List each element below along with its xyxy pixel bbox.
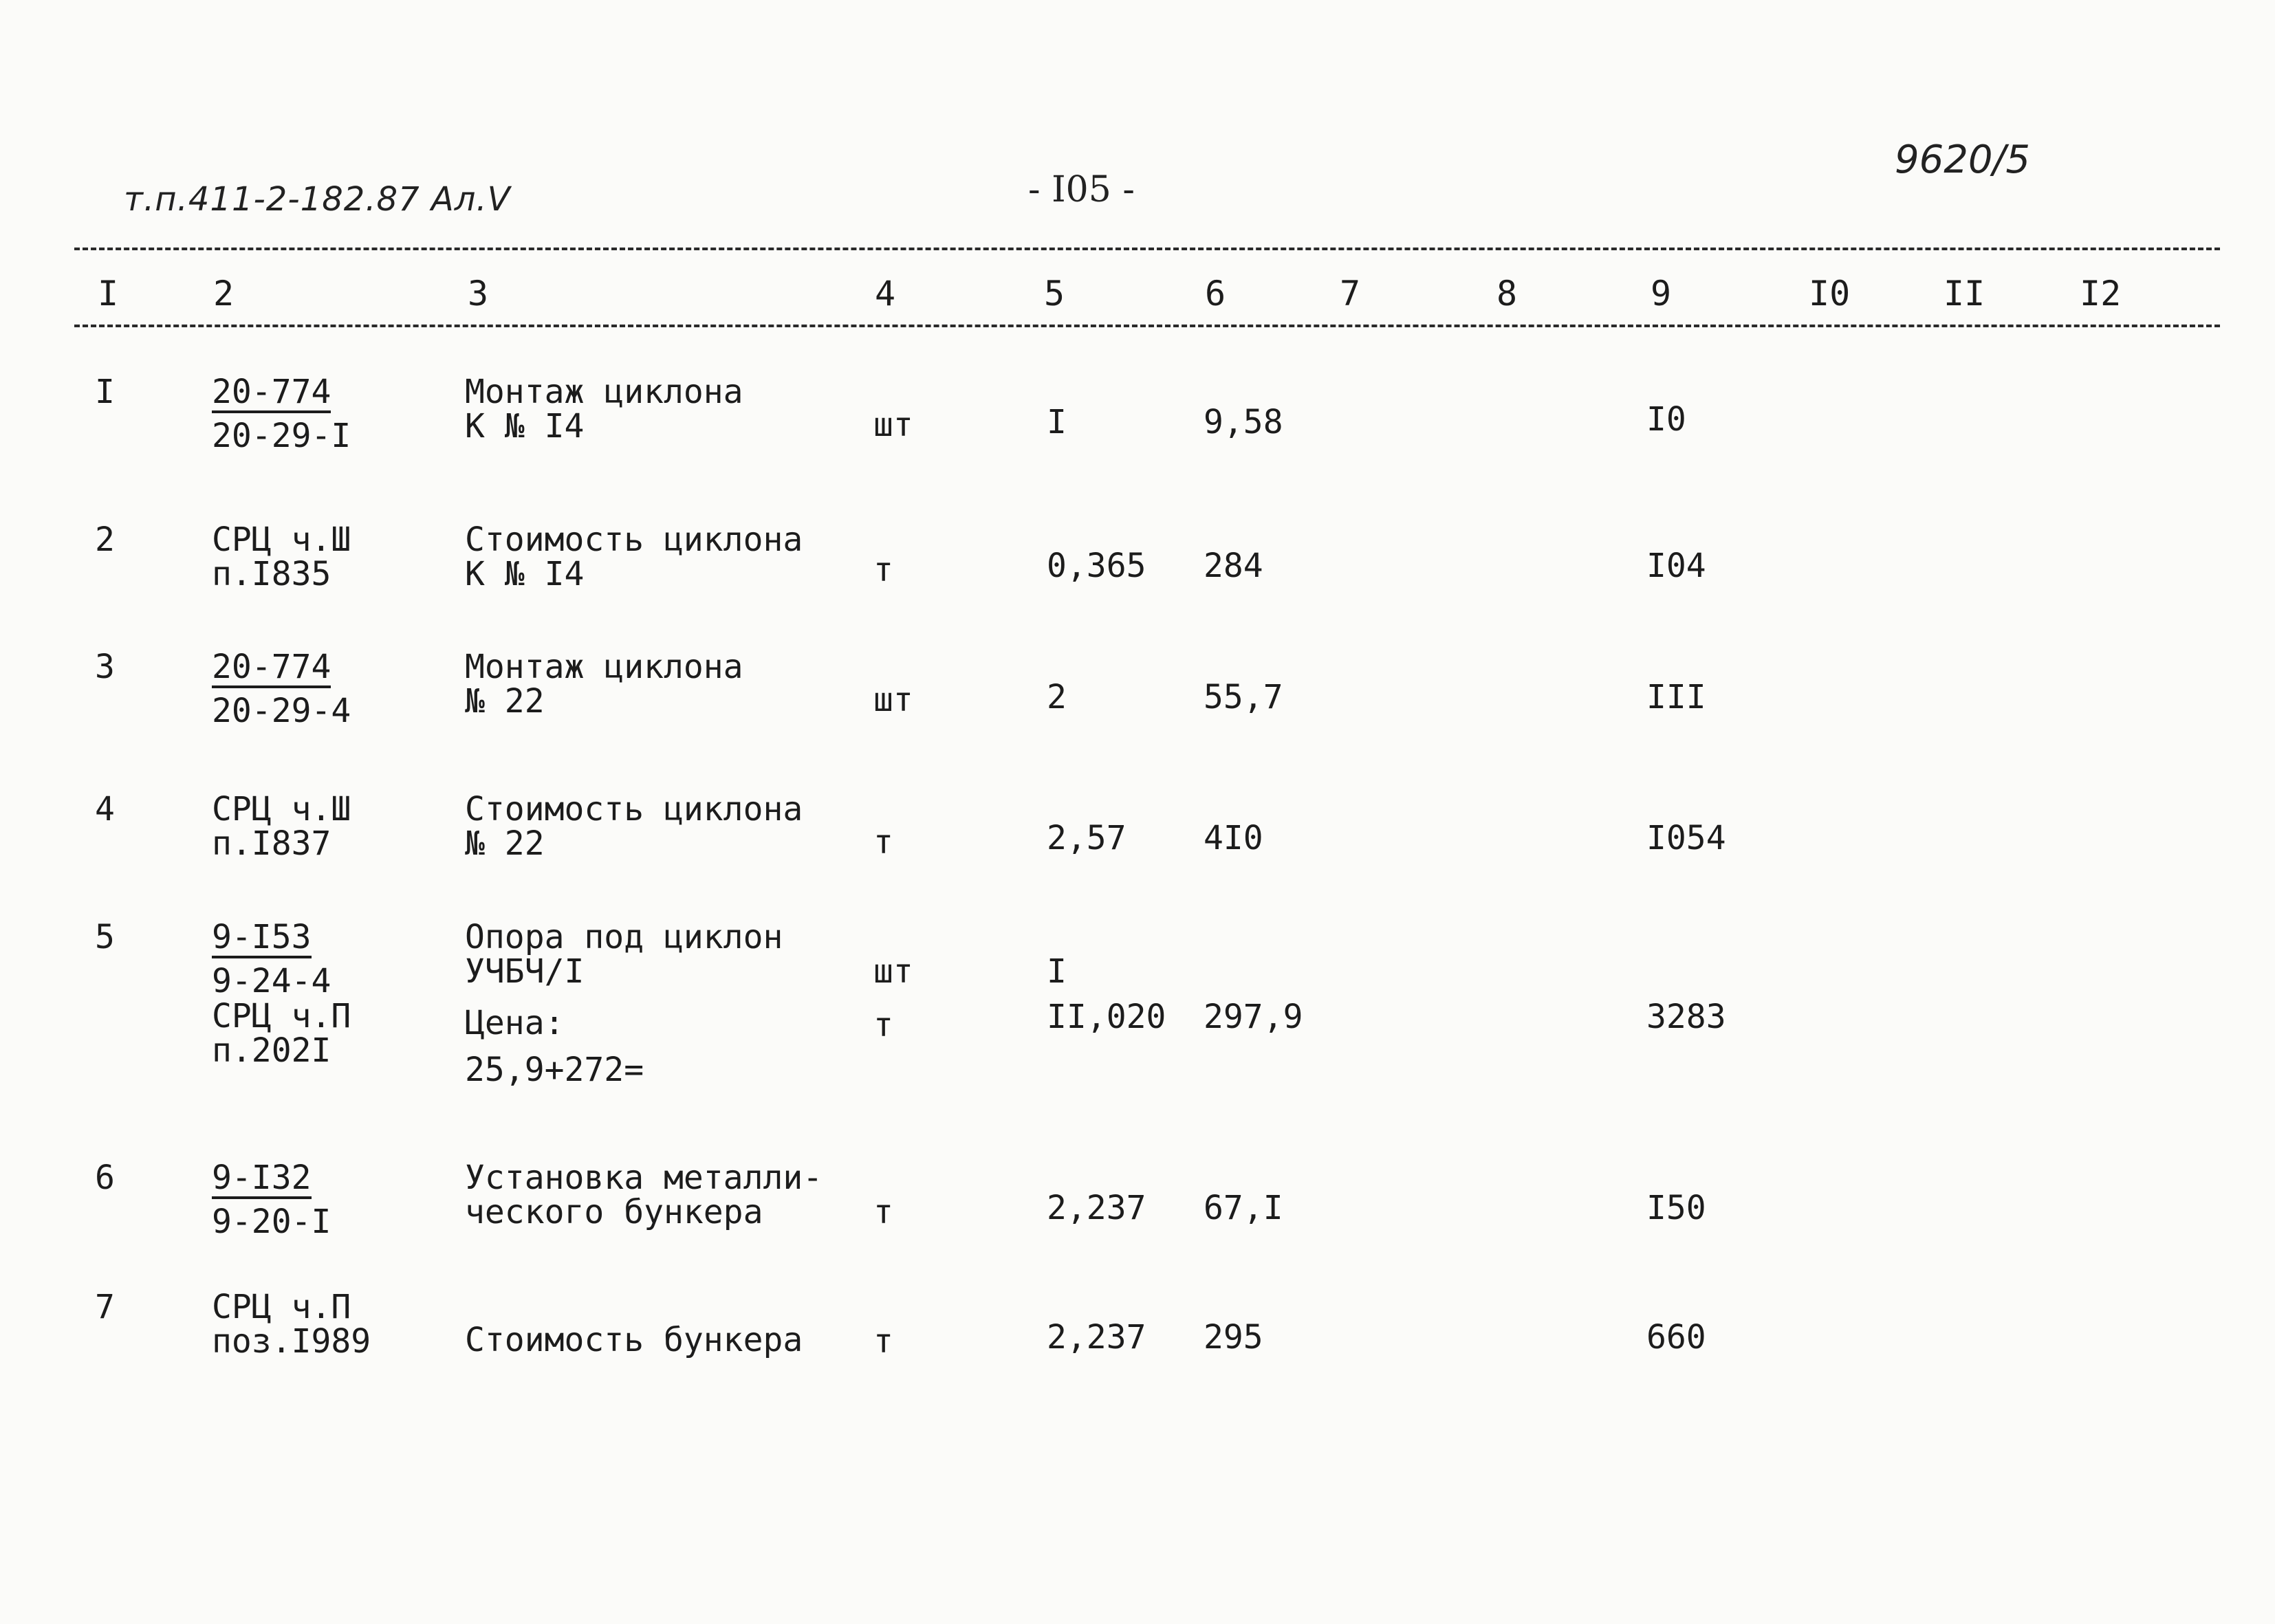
description-line: Цена:: [465, 1003, 565, 1042]
row-number: 4: [95, 790, 115, 829]
work-description: [465, 375, 743, 444]
unit: шт: [873, 681, 913, 719]
quantity: II,020: [1047, 998, 1166, 1036]
quantity: 0,365: [1047, 547, 1146, 585]
unit: шт: [873, 406, 913, 444]
total-cost: 660: [1646, 1318, 1706, 1357]
total-cost: I04: [1646, 547, 1706, 585]
norm-reference: [212, 650, 351, 729]
work-description: [465, 920, 783, 1088]
unit: шт: [873, 952, 913, 991]
reference-line: п.202I: [212, 1031, 331, 1071]
row-number: 2: [95, 520, 115, 559]
row-number: I: [95, 373, 115, 411]
unit-price: 55,7: [1204, 678, 1283, 716]
reference-line: 20-774: [212, 650, 331, 688]
column-header: 2: [213, 274, 235, 314]
description-line: УЧБЧ/I: [465, 952, 585, 991]
description-line: 25,9+272=: [465, 1051, 644, 1090]
norm-reference: [212, 918, 351, 1071]
work-description: [465, 1161, 823, 1230]
column-header: 7: [1340, 274, 1361, 314]
row-number: 5: [95, 918, 115, 956]
unit-price: 297,9: [1204, 998, 1303, 1036]
unit-price: 9,58: [1204, 403, 1283, 441]
total-cost: I0: [1646, 400, 1686, 439]
description-line: К № I4: [465, 555, 585, 594]
row-number: 6: [95, 1159, 115, 1197]
description-line: ческого бункера: [465, 1193, 763, 1232]
page-number: - I05 -: [1028, 169, 1135, 210]
total-cost: I054: [1646, 819, 1726, 857]
reference-line: поз.I989: [212, 1322, 371, 1361]
work-description: [465, 1323, 803, 1357]
reference-line: 20-29-4: [212, 692, 351, 731]
column-header: 6: [1205, 274, 1226, 314]
row-number: 7: [95, 1288, 115, 1326]
reference-line: СРЦ ч.Ш: [212, 520, 351, 559]
unit: т: [873, 551, 893, 589]
unit: т: [873, 1193, 893, 1231]
quantity: I: [1047, 403, 1067, 441]
reference-line: 20-29-I: [212, 417, 351, 456]
quantity: 2,57: [1047, 819, 1126, 857]
top-rule: [74, 248, 2220, 250]
reference-line: СРЦ ч.П: [212, 996, 351, 1035]
description-line: Установка металли-: [465, 1159, 823, 1197]
unit: т: [873, 823, 893, 862]
description-line: Стоимость бункера: [465, 1321, 803, 1359]
column-header: I0: [1809, 274, 1851, 314]
unit-price: 295: [1204, 1318, 1263, 1357]
column-header: 3: [468, 274, 489, 314]
description-line: К № I4: [465, 407, 585, 446]
column-header: II: [1944, 274, 1985, 314]
reference-line: п.I837: [212, 824, 331, 864]
header-rule: [74, 325, 2220, 327]
description-line: Монтаж циклона: [465, 648, 743, 686]
norm-reference: [212, 375, 351, 454]
unit-price: 4I0: [1204, 819, 1263, 857]
norm-reference: [212, 1290, 371, 1359]
quantity: I: [1047, 952, 1067, 991]
reference-line: СРЦ ч.Ш: [212, 790, 351, 829]
work-description: [465, 792, 803, 862]
unit: т: [873, 1322, 893, 1361]
description-line: Стоимость циклона: [465, 520, 803, 559]
work-description: [465, 650, 743, 719]
reference-line: 20-774: [212, 375, 331, 413]
unit-price: 284: [1204, 547, 1263, 585]
unit: т: [873, 1006, 893, 1044]
description-line: № 22: [465, 824, 545, 864]
norm-reference: [212, 1161, 331, 1240]
quantity: 2,237: [1047, 1189, 1146, 1227]
reference-line: 9-24-4: [212, 962, 331, 1001]
reference-line: СРЦ ч.П: [212, 1288, 351, 1326]
norm-reference: [212, 792, 351, 862]
column-header: 8: [1496, 274, 1518, 314]
reference-line: 9-I53: [212, 920, 312, 958]
row-number: 3: [95, 648, 115, 686]
document-code: т.п.411-2-182.87 Ал.V: [124, 180, 511, 219]
archive-number: 9620/5: [1895, 138, 2031, 182]
description-line: Монтаж циклона: [465, 373, 743, 411]
total-cost: 3283: [1646, 998, 1726, 1036]
column-header: 4: [875, 274, 896, 314]
reference-line: 9-I32: [212, 1161, 312, 1199]
description-line: Стоимость циклона: [465, 790, 803, 829]
reference-line: п.I835: [212, 555, 331, 594]
description-line: Опора под циклон: [465, 918, 783, 956]
quantity: 2,237: [1047, 1318, 1146, 1357]
column-header: 5: [1044, 274, 1065, 314]
quantity: 2: [1047, 678, 1067, 716]
description-line: № 22: [465, 682, 545, 721]
unit-price: 67,I: [1204, 1189, 1283, 1227]
total-cost: I50: [1646, 1189, 1706, 1227]
column-header: I: [98, 274, 119, 314]
column-header: 9: [1651, 274, 1672, 314]
total-cost: III: [1646, 678, 1706, 716]
norm-reference: [212, 520, 351, 594]
reference-line: 9-20-I: [212, 1203, 331, 1242]
work-description: [465, 520, 803, 594]
column-header: I2: [2080, 274, 2122, 314]
